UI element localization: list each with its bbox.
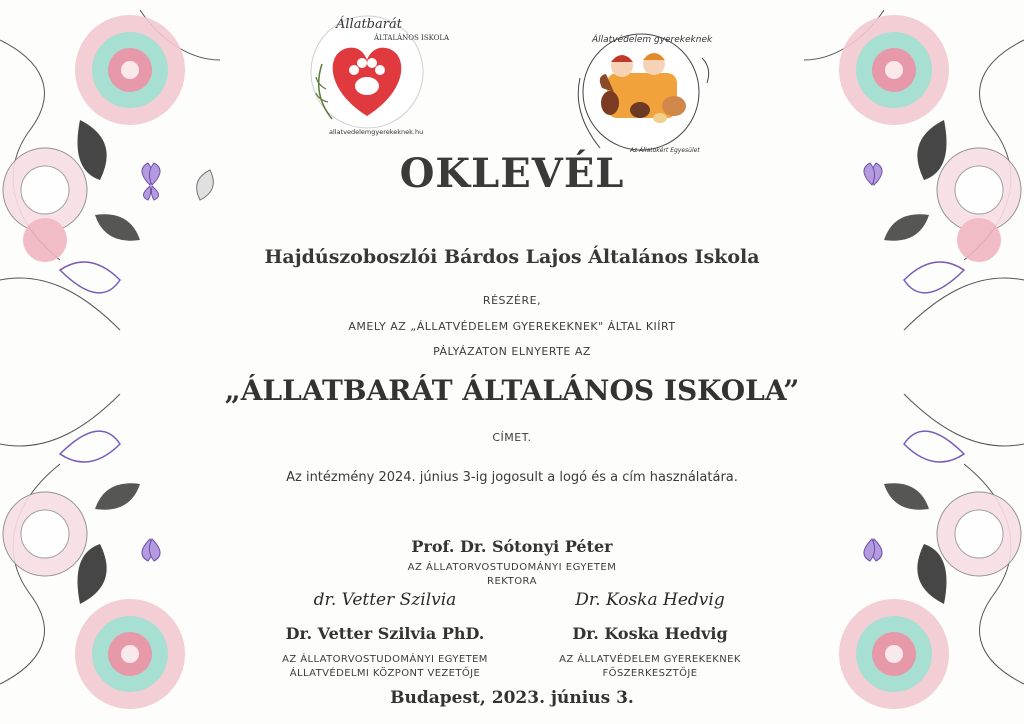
allatbarat-iskola-logo bbox=[304, 4, 450, 144]
signature-left: dr. Vetter Szilvia bbox=[313, 590, 457, 610]
signer-name-left: Dr. Vetter Szilvia PhD. bbox=[285, 624, 485, 643]
logo-left-url: allatvedelemgyerekeknek.hu bbox=[329, 128, 424, 136]
certificate-title: OKLEVÉL bbox=[399, 150, 625, 197]
intro-line-3: PÁLYÁZATON ELNYERTE AZ bbox=[433, 345, 591, 358]
logo-left-arc-text: Állatbarát bbox=[336, 17, 402, 32]
signer-block-right bbox=[505, 590, 795, 681]
validity-statement: Az intézmény 2024. június 3-ig jogosult a logó és a cím használatára. bbox=[286, 470, 738, 485]
logo-left-arc-text-2: ÁLTALÁNOS ISKOLA bbox=[374, 34, 450, 42]
signer-block-left bbox=[240, 590, 530, 681]
rector-name: Prof. Dr. Sótonyi Péter bbox=[411, 537, 613, 556]
signer-name-right: Dr. Koska Hedvig bbox=[572, 624, 728, 643]
allatvedelem-gyerekeknek-logo bbox=[562, 18, 720, 160]
place-date: Budapest, 2023. június 3. bbox=[390, 688, 634, 708]
signature-right: Dr. Koska Hedvig bbox=[575, 590, 725, 610]
logo-right-bottom-text: Az Állatokért Egyesület bbox=[630, 147, 700, 154]
award-title: „ÁLLATBARÁT ÁLTALÁNOS ISKOLA” bbox=[224, 374, 800, 407]
award-suffix: CÍMET. bbox=[492, 431, 532, 444]
signer-role-left-2: ÁLLATVÉDELMI KÖZPONT VEZETŐJE bbox=[289, 668, 481, 679]
recipient-name: Hajdúszoboszlói Bárdos Lajos Általános Iskola bbox=[264, 246, 760, 268]
signer-role-right-1: AZ ÁLLATVÉDELEM GYEREKEKNEK bbox=[559, 654, 741, 665]
intro-line-1: RÉSZÉRE, bbox=[482, 294, 542, 307]
logo-right-arc-text: Állatvédelem gyerekeknek bbox=[592, 35, 713, 45]
signer-role-left-1: AZ ÁLLATORVOSTUDOMÁNYI EGYETEM bbox=[282, 654, 488, 665]
intro-line-2: AMELY AZ „ÁLLATVÉDELEM GYEREKEKNEK" ÁLTAL KIÍRT bbox=[348, 320, 676, 333]
rector-role: REKTORA bbox=[487, 576, 537, 587]
signer-role-right-2: FŐSZERKESZTŐJE bbox=[602, 668, 698, 679]
rector-org: AZ ÁLLATORVOSTUDOMÁNYI EGYETEM bbox=[407, 562, 617, 573]
